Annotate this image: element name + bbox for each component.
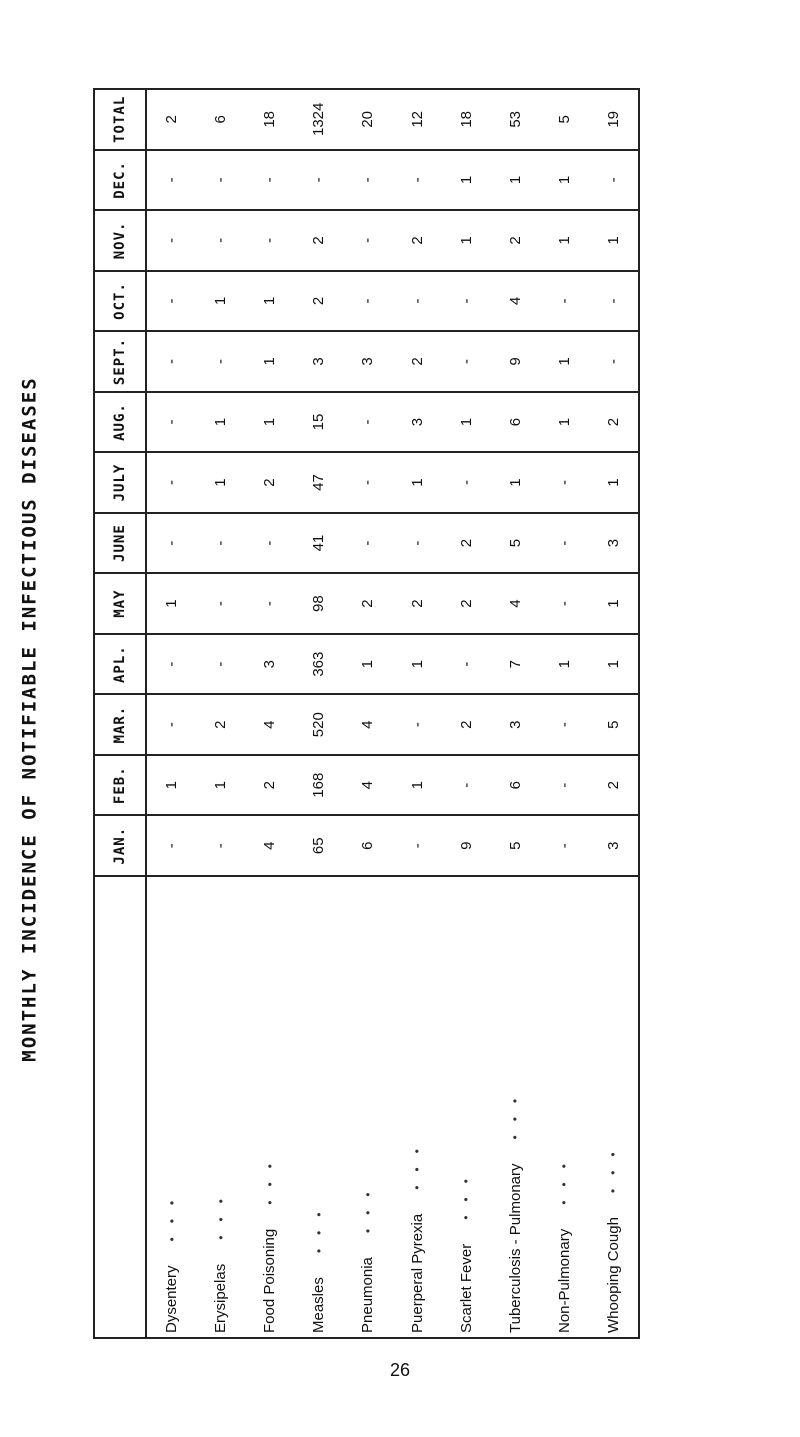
table-cell: 363 bbox=[310, 651, 328, 677]
table-cell: 1 bbox=[408, 478, 426, 487]
table-cell: - bbox=[163, 237, 181, 243]
disease-row-label bbox=[392, 877, 441, 1337]
table-cell: 3 bbox=[506, 720, 524, 729]
table-cell: 1 bbox=[457, 236, 475, 245]
leader-dots: ••• bbox=[508, 1084, 523, 1140]
table-cell: - bbox=[261, 177, 279, 183]
table-cell: 3 bbox=[359, 357, 377, 366]
table-cell: - bbox=[163, 540, 181, 546]
table-cell: 5 bbox=[506, 538, 524, 548]
month-header: DEC. bbox=[94, 150, 146, 211]
column-values bbox=[147, 393, 638, 452]
column-values bbox=[147, 272, 638, 331]
table-cell: 12 bbox=[408, 110, 426, 128]
table-cell: 47 bbox=[310, 474, 328, 491]
table-cell: 1 bbox=[555, 659, 573, 669]
table-cell: 1 bbox=[506, 175, 524, 185]
table-cell: 1 bbox=[408, 659, 426, 669]
disease-label: Measles bbox=[310, 1277, 328, 1333]
month-header: SEPT. bbox=[94, 331, 146, 392]
table-cell: 1 bbox=[555, 357, 573, 366]
disease-list bbox=[147, 877, 638, 1337]
table-cell: 4 bbox=[359, 720, 377, 729]
disease-row-label bbox=[147, 877, 196, 1337]
table-cell: - bbox=[408, 540, 426, 546]
table-cell: 6 bbox=[506, 417, 524, 427]
month-column bbox=[146, 513, 639, 574]
table-cell: 9 bbox=[457, 841, 475, 850]
table-cell: 98 bbox=[310, 595, 328, 612]
table-cell: 1 bbox=[408, 781, 426, 790]
table-cell: 3 bbox=[261, 659, 279, 669]
table-cell: 168 bbox=[310, 772, 328, 798]
page-number: 26 bbox=[389, 1360, 411, 1380]
incidence-table bbox=[93, 88, 640, 1339]
month-header: AUG. bbox=[94, 392, 146, 453]
table-cell: 3 bbox=[408, 417, 426, 427]
column-values bbox=[147, 211, 638, 270]
table-cell: 53 bbox=[506, 110, 524, 128]
table-cell: - bbox=[359, 540, 377, 546]
table-cell: - bbox=[163, 177, 181, 183]
table-cell: - bbox=[212, 177, 230, 183]
table-cell: 1 bbox=[457, 175, 475, 185]
table-cell: - bbox=[555, 782, 573, 788]
table-cell: 1 bbox=[604, 236, 622, 245]
table-cell: - bbox=[555, 601, 573, 607]
table-cell: 2 bbox=[408, 599, 426, 608]
table-cell: 1 bbox=[163, 781, 181, 790]
incidence-table-frame bbox=[93, 88, 640, 1339]
column-values bbox=[147, 574, 638, 633]
table-cell: - bbox=[163, 480, 181, 486]
table-cell: - bbox=[408, 722, 426, 728]
month-column bbox=[146, 755, 639, 816]
table-cell: - bbox=[604, 177, 622, 183]
disease-label: Food Poisoning bbox=[261, 1228, 279, 1333]
table-cell: 3 bbox=[604, 841, 622, 850]
table-cell: - bbox=[212, 843, 230, 849]
table-cell: 2 bbox=[310, 236, 328, 245]
month-header: OCT. bbox=[94, 271, 146, 332]
leader-dots: ••• bbox=[164, 1186, 179, 1242]
table-cell: 9 bbox=[506, 357, 524, 366]
disease-row-label bbox=[491, 877, 540, 1337]
table-cell: - bbox=[212, 237, 230, 243]
table-cell: 1 bbox=[555, 175, 573, 185]
table-cell: - bbox=[163, 358, 181, 364]
table-cell: - bbox=[555, 843, 573, 849]
table-cell: 6 bbox=[359, 841, 377, 850]
disease-header-cell bbox=[94, 876, 146, 1338]
disease-row-label bbox=[442, 877, 491, 1337]
table-cell: 1324 bbox=[310, 102, 328, 136]
table-cell: 18 bbox=[457, 110, 475, 128]
table-cell: - bbox=[408, 298, 426, 304]
disease-label: Puerperal Pyrexia bbox=[408, 1213, 426, 1333]
page-title-container bbox=[0, 0, 60, 1437]
table-cell: - bbox=[555, 480, 573, 486]
table-cell: 20 bbox=[359, 110, 377, 128]
disease-label: Pneumonia bbox=[359, 1257, 377, 1333]
month-header: JULY bbox=[94, 452, 146, 513]
disease-label: Whooping Cough bbox=[604, 1217, 622, 1333]
column-values bbox=[147, 151, 638, 210]
column-values bbox=[147, 816, 638, 875]
disease-row-label bbox=[343, 877, 392, 1337]
table-cell: - bbox=[604, 298, 622, 304]
table-cell: - bbox=[163, 661, 181, 667]
table-cell: - bbox=[555, 298, 573, 304]
month-header: APL. bbox=[94, 634, 146, 695]
column-values bbox=[147, 453, 638, 512]
disease-label: Non-Pulmonary bbox=[555, 1228, 573, 1333]
table-cell: 4 bbox=[261, 841, 279, 850]
leader-dots: ••• bbox=[410, 1135, 425, 1190]
table-cell: 2 bbox=[604, 417, 622, 427]
table-cell: 1 bbox=[555, 417, 573, 427]
table-cell: 2 bbox=[261, 478, 279, 487]
table-cell: 2 bbox=[457, 720, 475, 729]
table-cell: 2 bbox=[457, 538, 475, 548]
table-cell: 1 bbox=[212, 478, 230, 487]
table-cell: 65 bbox=[310, 837, 328, 855]
table-cell: 3 bbox=[310, 357, 328, 366]
month-header: NOV. bbox=[94, 210, 146, 271]
table-cell: 1 bbox=[506, 478, 524, 487]
table-cell: 4 bbox=[359, 781, 377, 790]
table-cell: - bbox=[212, 601, 230, 607]
table-cell: 1 bbox=[604, 659, 622, 669]
disease-row-label bbox=[540, 877, 589, 1337]
table-cell: - bbox=[163, 722, 181, 728]
disease-column bbox=[146, 876, 639, 1338]
table-cell: 1 bbox=[604, 599, 622, 608]
month-column bbox=[146, 150, 639, 211]
table-cell: 1 bbox=[212, 296, 230, 306]
table-cell: 1 bbox=[359, 659, 377, 669]
header-row bbox=[94, 89, 146, 1338]
table-cell: 1 bbox=[604, 478, 622, 487]
table-cell: - bbox=[457, 298, 475, 304]
table-cell: 41 bbox=[310, 534, 328, 552]
leader-dots: ••• bbox=[557, 1150, 572, 1205]
table-cell: - bbox=[359, 419, 377, 425]
table-cell: - bbox=[604, 358, 622, 364]
table-cell: - bbox=[163, 843, 181, 849]
table-cell: - bbox=[212, 540, 230, 546]
column-values bbox=[147, 756, 638, 815]
table-cell: 520 bbox=[310, 712, 328, 738]
disease-label: Tuberculosis - Pulmonary bbox=[506, 1163, 524, 1333]
table-cell: - bbox=[457, 661, 475, 667]
disease-row-label bbox=[196, 877, 245, 1337]
table-cell: 5 bbox=[506, 841, 524, 850]
table-cell: 6 bbox=[506, 781, 524, 790]
month-column bbox=[146, 210, 639, 271]
total-header: TOTAL bbox=[94, 89, 146, 150]
table-cell: 1 bbox=[261, 296, 279, 306]
page-title: MONTHLY INCIDENCE OF NOTIFIABLE INFECTIOUS DISEASES bbox=[19, 375, 42, 1062]
month-column bbox=[146, 815, 639, 876]
month-header: FEB. bbox=[94, 755, 146, 816]
body-row bbox=[146, 89, 639, 1338]
disease-label: Erysipelas bbox=[212, 1263, 230, 1333]
table-cell: 4 bbox=[506, 296, 524, 306]
leader-dots: ••• bbox=[606, 1138, 621, 1194]
month-header: MAY bbox=[94, 573, 146, 634]
table-cell: 1 bbox=[212, 417, 230, 427]
table-cell: - bbox=[261, 237, 279, 243]
column-values bbox=[147, 332, 638, 391]
table-cell: 1 bbox=[261, 417, 279, 427]
leader-dots: ••• bbox=[459, 1165, 474, 1220]
table-cell: 1 bbox=[457, 417, 475, 427]
month-column bbox=[146, 392, 639, 453]
table-cell: 2 bbox=[408, 236, 426, 245]
table-cell: 7 bbox=[506, 659, 524, 669]
table-cell: 4 bbox=[261, 720, 279, 729]
leader-dots: ••• bbox=[213, 1185, 228, 1240]
table-cell: 2 bbox=[310, 296, 328, 306]
table-cell: 2 bbox=[408, 357, 426, 366]
disease-row-label bbox=[294, 877, 343, 1337]
table-cell: 2 bbox=[359, 599, 377, 608]
table-cell: 1 bbox=[163, 599, 181, 608]
month-column bbox=[146, 573, 639, 634]
month-column bbox=[146, 271, 639, 332]
table-cell: - bbox=[359, 480, 377, 486]
table-cell: 2 bbox=[457, 599, 475, 608]
table-cell: 5 bbox=[555, 115, 573, 124]
table-cell: - bbox=[555, 722, 573, 728]
column-values bbox=[147, 90, 638, 149]
month-header: MAR. bbox=[94, 694, 146, 755]
table-cell: - bbox=[555, 540, 573, 546]
table-cell: - bbox=[359, 177, 377, 183]
table-cell: - bbox=[457, 358, 475, 364]
disease-label: Dysentery bbox=[163, 1265, 181, 1333]
table-cell: 2 bbox=[212, 720, 230, 729]
table-cell: - bbox=[408, 843, 426, 849]
table-cell: 4 bbox=[506, 599, 524, 608]
disease-row-label bbox=[589, 877, 638, 1337]
column-values bbox=[147, 635, 638, 694]
table-cell: 1 bbox=[261, 357, 279, 366]
table-cell: - bbox=[408, 177, 426, 183]
table-cell: - bbox=[359, 298, 377, 304]
table-cell: 19 bbox=[604, 110, 622, 128]
leader-dots: ••• bbox=[311, 1198, 326, 1254]
column-values bbox=[147, 695, 638, 754]
column-values bbox=[147, 514, 638, 573]
month-column bbox=[146, 694, 639, 755]
disease-label: Scarlet Fever bbox=[457, 1243, 475, 1333]
month-column bbox=[146, 331, 639, 392]
table-cell: - bbox=[163, 298, 181, 304]
table-cell: 2 bbox=[261, 781, 279, 790]
table-cell: 1 bbox=[212, 781, 230, 790]
table-cell: - bbox=[163, 419, 181, 425]
table-cell: - bbox=[261, 540, 279, 546]
table-cell: 1 bbox=[555, 236, 573, 245]
month-column bbox=[146, 634, 639, 695]
table-cell: 3 bbox=[604, 538, 622, 548]
table-cell: - bbox=[212, 358, 230, 364]
table-cell: - bbox=[457, 782, 475, 788]
leader-dots: ••• bbox=[360, 1178, 375, 1234]
total-column bbox=[146, 89, 639, 150]
table-cell: - bbox=[261, 601, 279, 607]
month-header: JAN. bbox=[94, 815, 146, 876]
table-cell: 2 bbox=[163, 115, 181, 124]
table-cell: 5 bbox=[604, 720, 622, 729]
table-cell: - bbox=[359, 237, 377, 243]
disease-row-label bbox=[245, 877, 294, 1337]
table-cell: 18 bbox=[261, 110, 279, 128]
table-cell: - bbox=[457, 480, 475, 486]
table-cell: - bbox=[310, 177, 328, 183]
month-column bbox=[146, 452, 639, 513]
table-cell: 15 bbox=[310, 413, 328, 431]
table-cell: 6 bbox=[212, 115, 230, 124]
table-cell: 2 bbox=[506, 236, 524, 245]
leader-dots: ••• bbox=[262, 1150, 277, 1205]
table-cell: - bbox=[212, 661, 230, 667]
month-header: JUNE bbox=[94, 513, 146, 574]
table-cell: 2 bbox=[604, 781, 622, 790]
